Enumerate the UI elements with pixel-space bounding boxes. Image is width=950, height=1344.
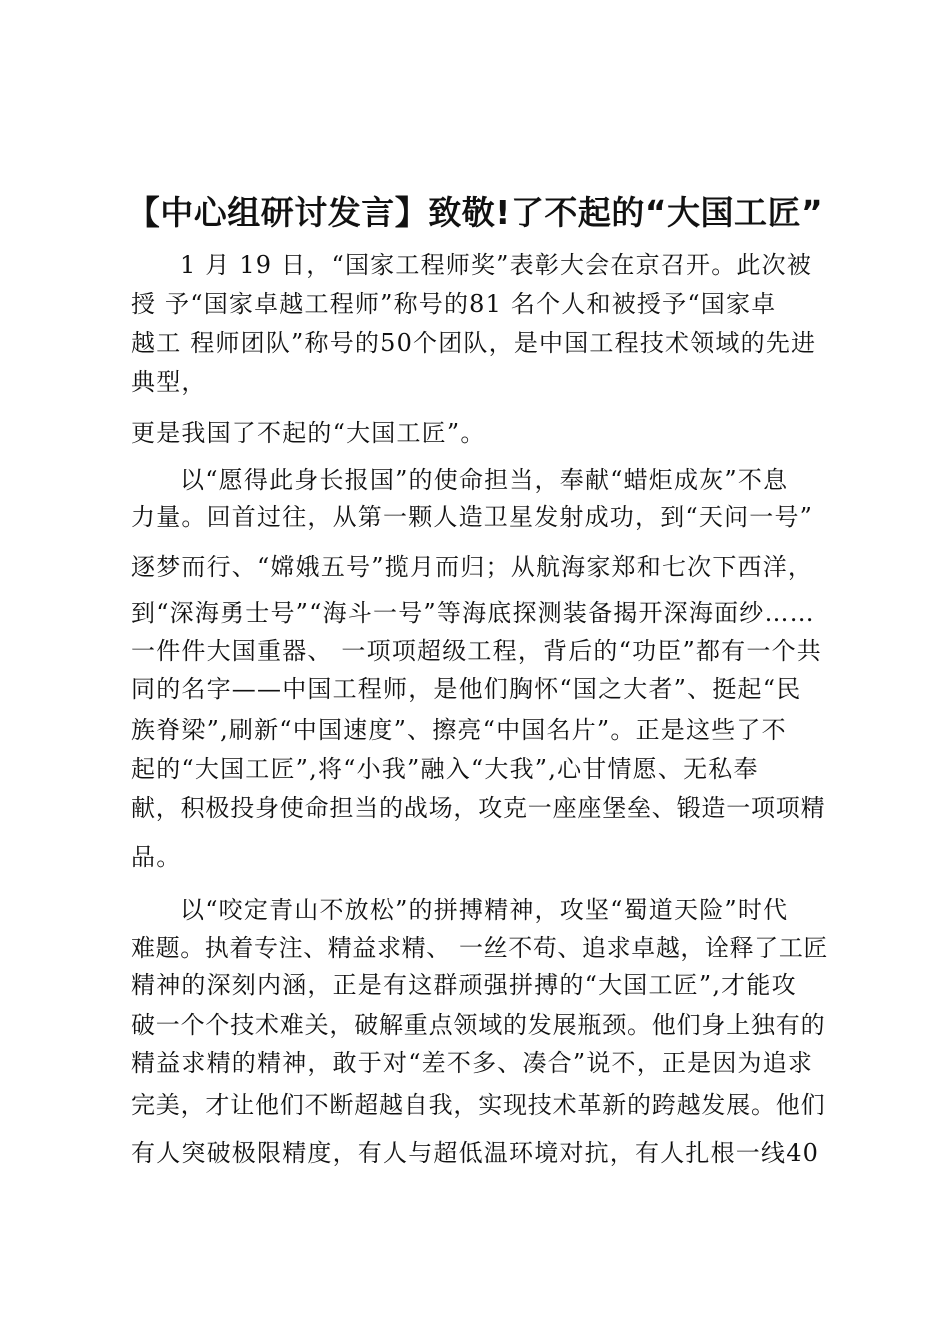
- paragraph-2-line-3: 逐梦而行、“嫦娥五号”揽月而归；从航海家郑和七次下西洋，: [131, 553, 814, 581]
- paragraph-1-line-1: 1 月 19 日，“国家工程师奖”表彰大会在京召开。此次被: [180, 251, 813, 279]
- paragraph-3-line-7: 有人突破极限精度，有人与超低温环境对抗，有人扎根一线40: [131, 1139, 820, 1167]
- paragraph-2-line-5: 一件件大国重器、 一项项超级工程，背后的“功臣”都有一个共: [131, 637, 822, 665]
- paragraph-1-line-5: 更是我国了不起的“大国工匠”。: [131, 419, 486, 447]
- paragraph-2-line-4: 到“深海勇士号”“海斗一号”等海底探测装备揭开深海面纱……: [131, 599, 815, 627]
- paragraph-3-line-1: 以“咬定青山不放松”的拼搏精神，攻坚“蜀道天险”时代: [180, 896, 789, 924]
- paragraph-3-line-5: 精益求精的精神，敢于对“差不多、凑合”说不，正是因为追求: [131, 1049, 814, 1077]
- paragraph-2-line-8: 起的“大国工匠”,将“小我”融入“大我”,心甘情愿、无私奉: [131, 755, 759, 783]
- paragraph-2-line-6: 同的名字——中国工程师，是他们胸怀“国之大者”、挺起“民: [131, 675, 802, 703]
- paragraph-2-line-1: 以“愿得此身长报国”的使命担当，奉献“蜡炬成灰”不息: [180, 466, 789, 494]
- paragraph-1-line-3: 越工 程师团队”称号的50个团队，是中国工程技术领域的先进: [131, 329, 817, 357]
- paragraph-2-line-7: 族脊梁”,刷新“中国速度”、擦亮“中国名片”。正是这些了不: [131, 716, 787, 744]
- paragraph-3-line-3: 精神的深刻内涵，正是有这群顽强拼搏的“大国工匠”,才能攻: [131, 971, 797, 999]
- paragraph-3-line-2: 难题。执着专注、精益求精、 一丝不苟、追求卓越，诠释了工匠: [131, 934, 829, 962]
- paragraph-2-line-2: 力量。回首过往，从第一颗人造卫星发射成功，到“天问一号”: [131, 503, 814, 531]
- document-title: 【中心组研讨发言】致敬!了不起的“大国工匠”: [126, 193, 824, 232]
- paragraph-2-line-9: 献，积极投身使命担当的战场，攻克一座座堡垒、锻造一项项精: [131, 794, 826, 822]
- paragraph-1-line-2: 授 予“国家卓越工程师”称号的81 名个人和被授予“国家卓: [131, 290, 777, 318]
- paragraph-2-line-10: 品。: [131, 843, 182, 871]
- paragraph-3-line-4: 破一个个技术难关，破解重点领域的发展瓶颈。他们身上独有的: [131, 1011, 826, 1039]
- paragraph-1-line-4: 典型，: [131, 368, 207, 396]
- paragraph-3-line-6: 完美，才让他们不断超越自我，实现技术革新的跨越发展。他们: [131, 1091, 826, 1119]
